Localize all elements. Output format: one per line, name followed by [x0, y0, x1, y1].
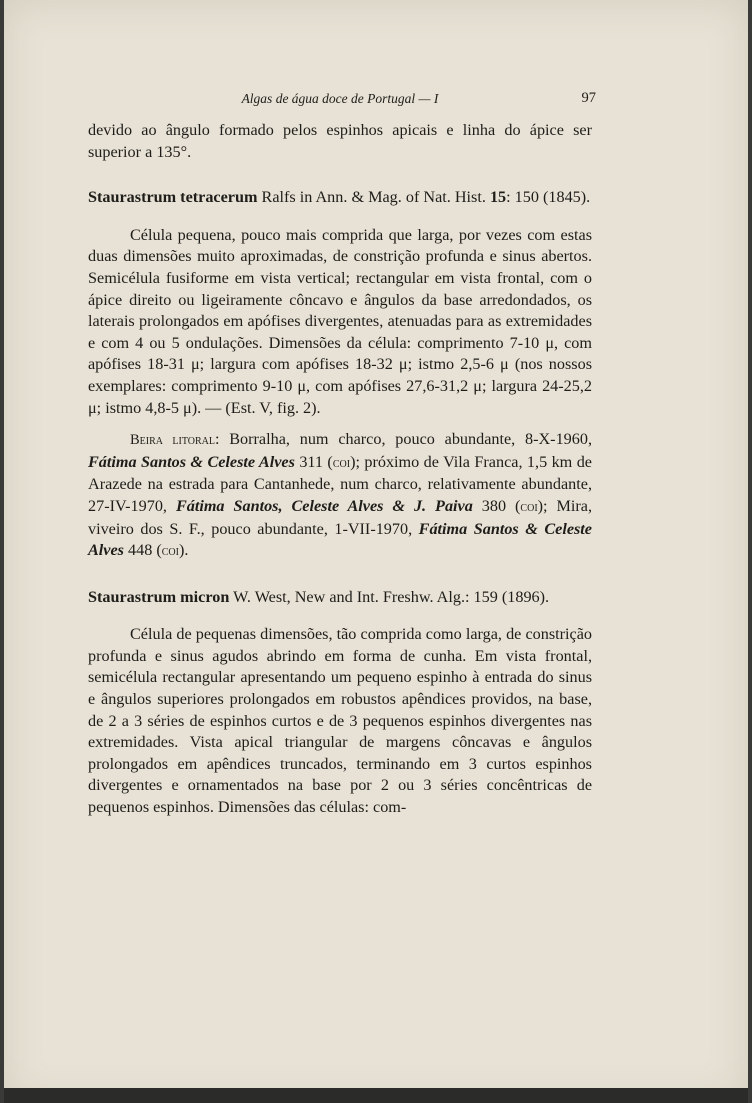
taxon-name: Staurastrum tetracerum [88, 188, 258, 207]
record-text: ); Mira, viveiro dos S. F., pouco abundante, 1-VII-1970, [88, 496, 593, 538]
taxon-records [88, 429, 592, 563]
herbarium-code: coi [161, 543, 179, 560]
taxon-authority: W. West, New and Int. Freshw. Alg.: 159 (1896). [229, 587, 550, 606]
running-title: Algas de água doce de Portugal — I [241, 91, 439, 106]
taxon-heading [88, 587, 592, 609]
herbarium-code: coi [520, 498, 538, 515]
taxon-name: Staurastrum micron [88, 587, 230, 606]
page-content [88, 88, 596, 819]
taxon-authority: Ralfs in Ann. & Mag. of Nat. Hist. [257, 188, 490, 207]
herbarium-code: coi [332, 454, 351, 471]
record-text: ); próximo de Vila Franca, 1,5 km de Arazede na estrada para Cantanhede, num charco, relativamente abundante, 27-IV-1970, [88, 452, 592, 515]
page-number: 97 [581, 90, 596, 106]
book-page [4, 0, 748, 1103]
taxon-reference: : 150 (1845). [506, 188, 591, 207]
collector-name: Fátima Santos & Celeste Alves [88, 519, 592, 560]
record-text: 311 ( [294, 452, 333, 471]
scan-edge [4, 1088, 748, 1103]
taxon-volume: 15 [489, 188, 507, 207]
page-header [88, 88, 596, 112]
record-text: 380 ( [472, 496, 521, 515]
continuation-paragraph: devido ao ângulo formado pelos espinhos apicais e linha do ápice ser superior a 135°. [88, 121, 592, 161]
record-text: 448 ( [123, 541, 162, 560]
taxon-heading [88, 187, 592, 209]
region-label: Beira litoral [130, 432, 215, 449]
taxon-description: Célula pequena, pouco mais comprida que larga, por vezes com estas duas dimensões muito aproximadas, de constrição profunda e sinus abertos. Semicélula fusiforme em vista vertical; rectangular em vista frontal, com o ápice direito ou ligeiramente côncavo e ângulos da base arredondados, os laterais prolongados em apófises divergentes, atenuadas para as extremidades e com 4 ou 5 ondulações. Dimensões da célula: comprimento 7-10 μ, com apófises 18-31 μ; largura com apófises 18-32 μ; istmo 2,5-6 μ (nos nossos exemplares: comprimento 9-10 μ, com apófises 27,6-31,2 μ; largura 24-25,2 μ; istmo 4,8-5 μ). — (Est. V, fig. 2). [88, 225, 592, 417]
taxon-description: Célula de pequenas dimensões, tão comprida como larga, de constrição profunda e sinus agudos abrindo em forma de cunha. Em vista frontal, semicélula rectangular apresentando um pequeno espinho à entrada do sinus e ângulos superiores prolongados em robustos apêndices providos, na base, de 2 a 3 séries de espinhos curtos e de 3 pequenos espinhos divergentes nas extremidades. Vista apical triangular de margens côncavas e ângulos prolongados em apêndices truncados, terminando em 3 curtos espinhos divergentes e ornamentados na base por 2 ou 3 séries concêntricas de pequenos espinhos. Dimensões das células: com- [88, 625, 592, 817]
record-text: : Borralha, num charco, pouco abundante, 8-X-1960, [214, 430, 592, 449]
record-text: ). [178, 541, 189, 560]
collector-name: Fátima Santos, Celeste Alves & J. Paiva [175, 496, 473, 515]
collector-name: Fátima Santos & Celeste Alves [88, 452, 295, 471]
